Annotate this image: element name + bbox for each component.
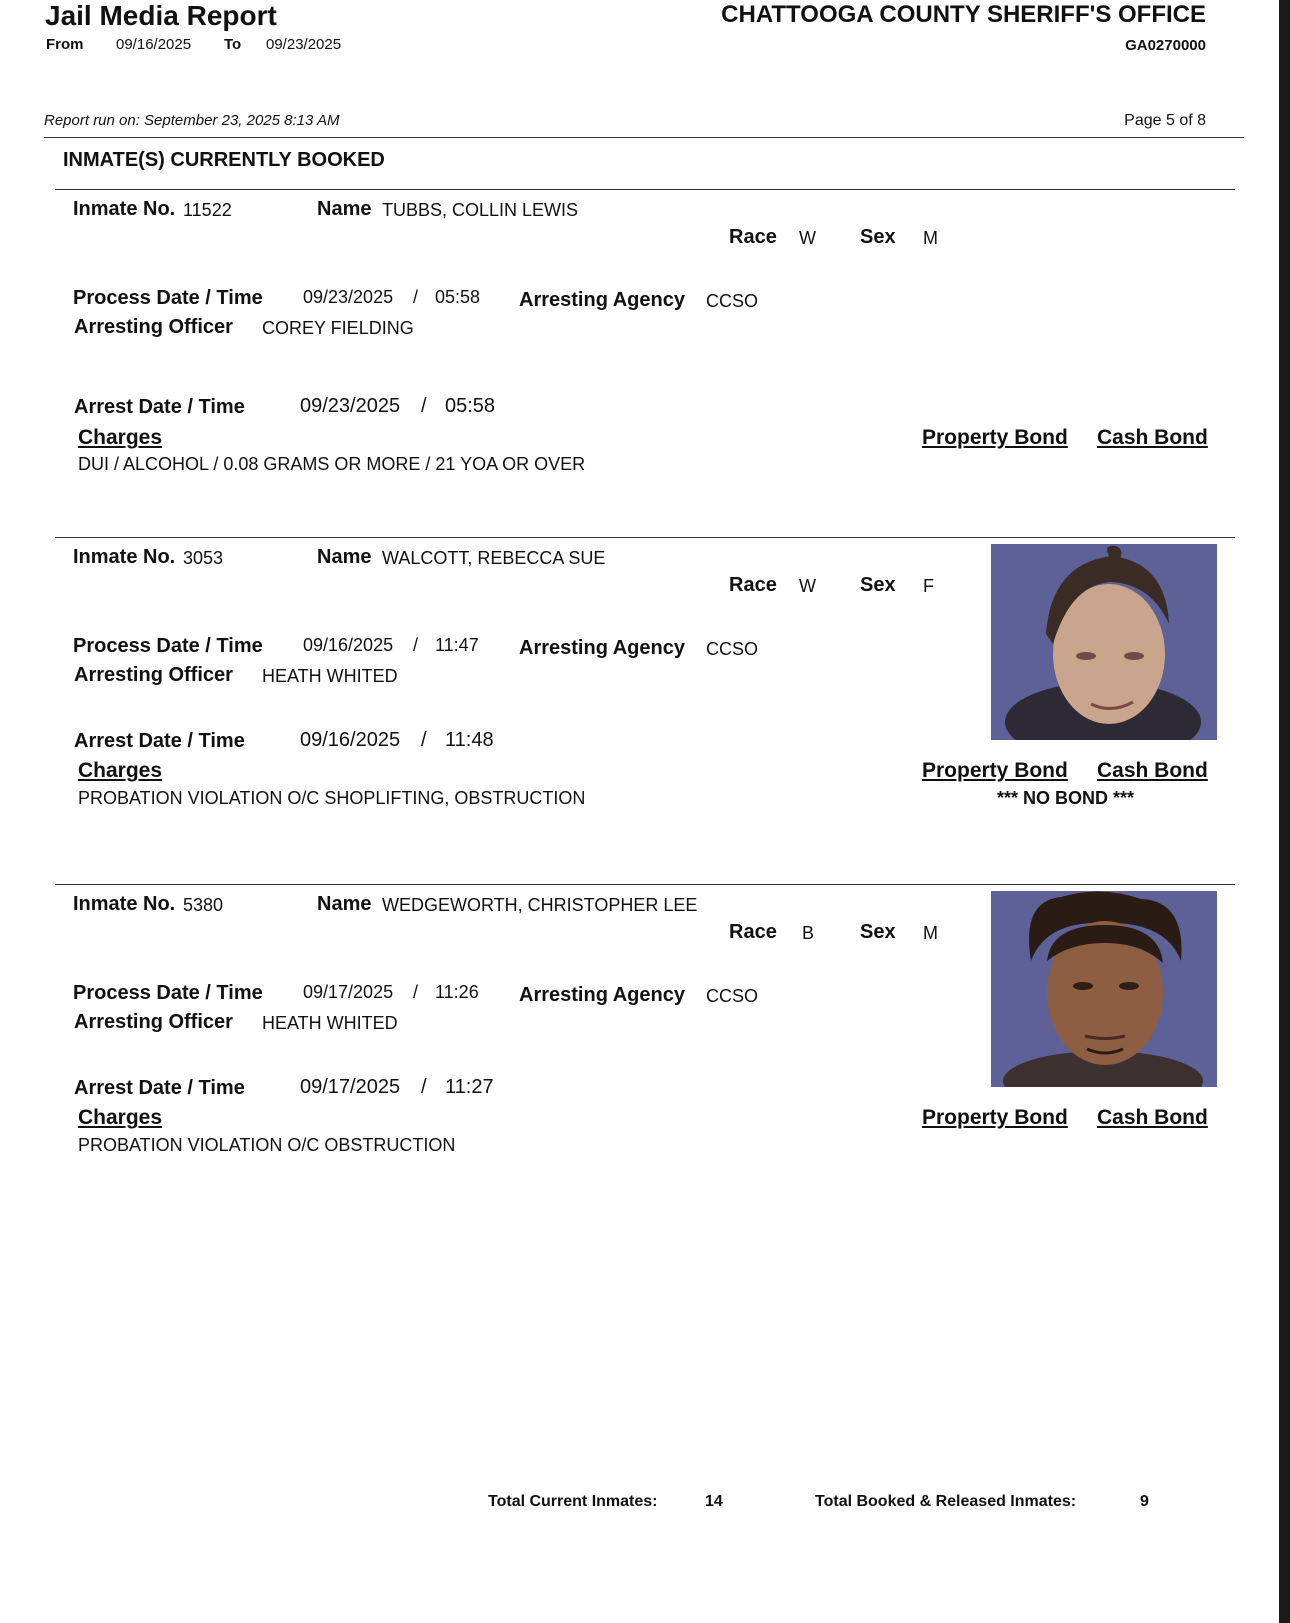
sex-value: M <box>923 923 938 943</box>
sex-label: Sex <box>860 921 896 943</box>
inmate-record <box>0 885 1279 1230</box>
report-title: Jail Media Report <box>45 0 277 31</box>
property-bond-label: Property Bond <box>922 426 1068 449</box>
sex-label: Sex <box>860 226 896 248</box>
arresting-officer-value: HEATH WHITED <box>262 1013 398 1033</box>
arresting-agency-value: CCSO <box>706 291 759 311</box>
to-date: 09/23/2025 <box>266 36 342 53</box>
process-date: 09/23/2025 <box>303 287 394 307</box>
race-value: B <box>802 923 815 943</box>
agency-name: CHATTOOGA COUNTY SHERIFF'S OFFICE <box>721 1 1206 28</box>
total-booked-released-label: Total Booked & Released Inmates: <box>815 1493 1077 1510</box>
process-time: 11:47 <box>435 635 479 655</box>
arrest-dt-label: Arrest Date / Time <box>74 396 245 418</box>
name-value: WALCOTT, REBECCA SUE <box>382 548 606 568</box>
race-label: Race <box>729 574 777 596</box>
arrest-dt-label: Arrest Date / Time <box>74 730 245 752</box>
charges-label: Charges <box>78 759 163 782</box>
arrest-dt-label: Arrest Date / Time <box>74 1077 245 1099</box>
agency-ori: GA0270000 <box>1125 37 1206 54</box>
process-dt-label: Process Date / Time <box>73 635 263 657</box>
process-dt-label: Process Date / Time <box>73 982 263 1004</box>
process-date: 09/16/2025 <box>303 635 394 655</box>
inmate-record <box>0 538 1279 883</box>
name-value: WEDGEWORTH, CHRISTOPHER LEE <box>382 895 698 915</box>
process-dt-label: Process Date / Time <box>73 287 263 309</box>
from-date: 09/16/2025 <box>116 36 192 53</box>
cash-bond-label: Cash Bond <box>1097 1106 1208 1129</box>
property-bond-label: Property Bond <box>922 1106 1068 1129</box>
report-run-on: Report run on: September 23, 2025 8:13 AM <box>44 112 340 129</box>
sex-value: M <box>923 228 938 248</box>
arresting-agency-label: Arresting Agency <box>519 637 685 659</box>
sex-value: F <box>923 576 934 596</box>
arrest-time: 11:27 <box>445 1076 494 1098</box>
arrest-slash: / <box>421 729 427 751</box>
arrest-date: 09/17/2025 <box>300 1076 401 1098</box>
arresting-officer-label: Arresting Officer <box>74 1011 233 1033</box>
arresting-officer-value: COREY FIELDING <box>262 318 414 338</box>
cash-bond-label: Cash Bond <box>1097 759 1208 782</box>
process-slash: / <box>413 982 419 1002</box>
no-bond-note: *** NO BOND *** <box>997 788 1135 808</box>
property-bond-label: Property Bond <box>922 759 1068 782</box>
charges-label: Charges <box>78 426 163 449</box>
arresting-agency-value: CCSO <box>706 639 759 659</box>
section-title: INMATE(S) CURRENTLY BOOKED <box>63 149 385 171</box>
arrest-date: 09/23/2025 <box>300 395 401 417</box>
inmate-no-value: 3053 <box>183 548 224 568</box>
arrest-slash: / <box>421 1076 427 1098</box>
sex-label: Sex <box>860 574 896 596</box>
header-divider <box>44 137 1244 138</box>
charges-value: PROBATION VIOLATION O/C SHOPLIFTING, OBSTRUCTION <box>78 788 586 808</box>
race-label: Race <box>729 921 777 943</box>
from-label: From <box>46 36 84 53</box>
process-slash: / <box>413 287 419 307</box>
inmate-no-value: 11522 <box>183 200 232 220</box>
arresting-agency-value: CCSO <box>706 986 759 1006</box>
charges-value: DUI / ALCOHOL / 0.08 GRAMS OR MORE / 21 YOA OR OVER <box>78 454 586 474</box>
race-value: W <box>799 228 816 248</box>
process-time: 11:26 <box>435 982 479 1002</box>
total-booked-released-value: 9 <box>1140 1493 1149 1510</box>
cash-bond-label: Cash Bond <box>1097 426 1208 449</box>
total-current-value: 14 <box>705 1493 723 1510</box>
inmate-no-label: Inmate No. <box>73 546 176 568</box>
name-label: Name <box>317 546 372 568</box>
arrest-time: 11:48 <box>445 729 494 751</box>
name-value: TUBBS, COLLIN LEWIS <box>382 200 579 220</box>
process-date: 09/17/2025 <box>303 982 394 1002</box>
booking-photo <box>991 891 1217 1087</box>
arrest-time: 05:58 <box>445 395 496 417</box>
process-slash: / <box>413 635 419 655</box>
total-current-label: Total Current Inmates: <box>488 1493 658 1510</box>
arresting-agency-label: Arresting Agency <box>519 984 685 1006</box>
charges-value: PROBATION VIOLATION O/C OBSTRUCTION <box>78 1135 456 1155</box>
name-label: Name <box>317 198 372 220</box>
name-label: Name <box>317 893 372 915</box>
arresting-agency-label: Arresting Agency <box>519 289 685 311</box>
arresting-officer-value: HEATH WHITED <box>262 666 398 686</box>
charges-label: Charges <box>78 1106 163 1129</box>
inmate-no-label: Inmate No. <box>73 893 176 915</box>
arrest-date: 09/16/2025 <box>300 729 401 751</box>
arresting-officer-label: Arresting Officer <box>74 664 233 686</box>
inmate-no-label: Inmate No. <box>73 198 176 220</box>
booking-photo <box>991 544 1217 740</box>
process-time: 05:58 <box>435 287 481 307</box>
inmate-record <box>0 190 1279 535</box>
arrest-slash: / <box>421 395 427 417</box>
page-number: Page 5 of 8 <box>1124 112 1206 129</box>
to-label: To <box>224 36 242 53</box>
inmate-no-value: 5380 <box>183 895 224 915</box>
race-label: Race <box>729 226 777 248</box>
arresting-officer-label: Arresting Officer <box>74 316 233 338</box>
race-value: W <box>799 576 816 596</box>
